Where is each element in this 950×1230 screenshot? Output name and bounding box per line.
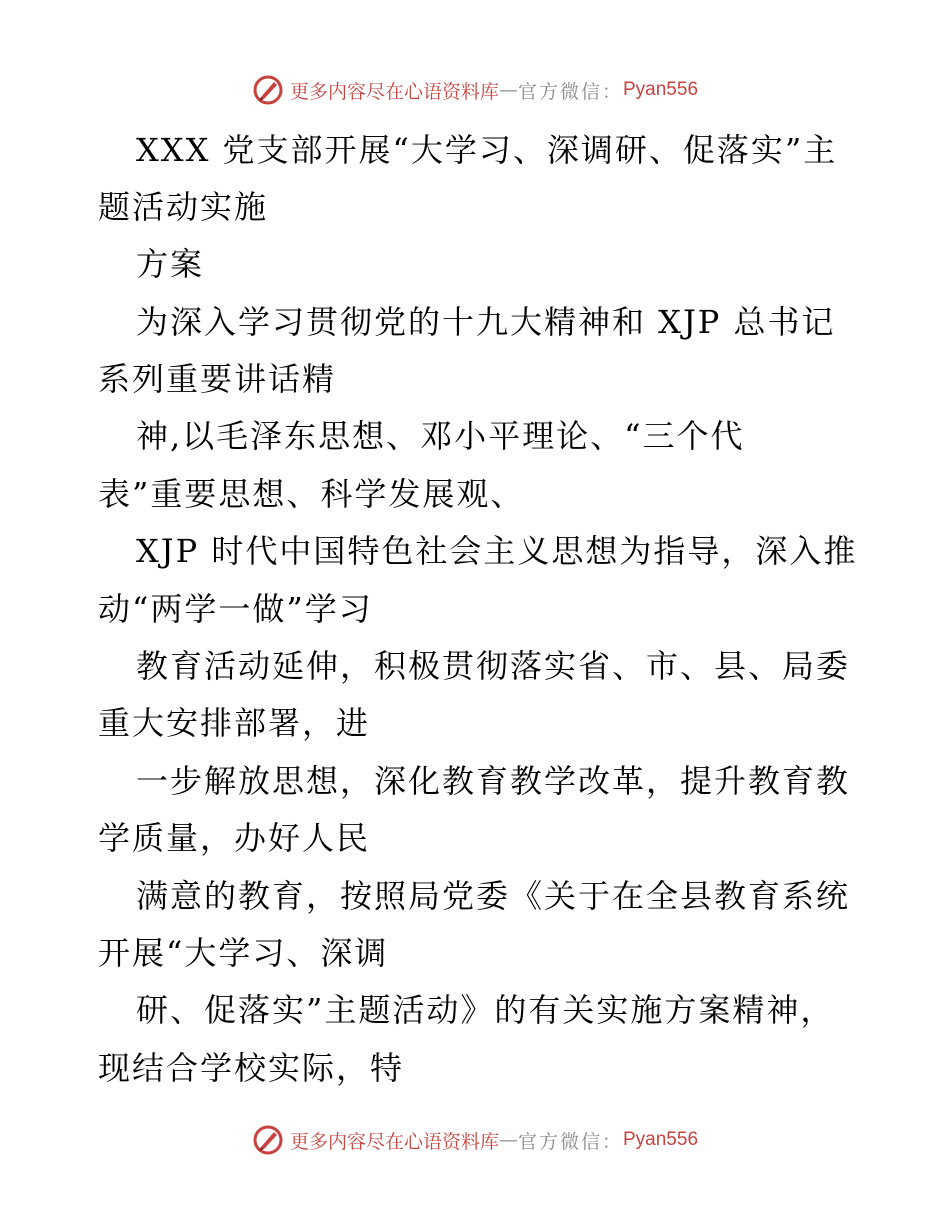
paragraph-line: 为深入学习贯彻党的十九大精神和 XJP 总书记 (136, 303, 836, 341)
quill-pen-logo-icon (252, 74, 284, 106)
banner-separator: — (498, 1129, 518, 1151)
banner-wechat-id: Pyan556 (623, 1129, 699, 1150)
paragraph-line: 一步解放思想，深化教育教学改革，提升教育教 (136, 762, 851, 800)
banner-wechat-id: Pyan556 (623, 79, 699, 100)
footer-watermark-banner (0, 1122, 950, 1158)
paragraph-line: 动“两学一做”学习 (98, 590, 373, 628)
quill-pen-logo-icon (252, 1124, 284, 1156)
paragraph-line: XJP 时代中国特色社会主义思想为指导，深入推 (136, 532, 858, 570)
banner-site-text: 更多内容尽在心语资料库 (289, 80, 499, 103)
paragraph-line: 表”重要思想、科学发展观、 (98, 475, 525, 513)
paragraph-line: 开展“大学习、深调 (98, 934, 389, 972)
paragraph-line: 现结合学校实际，特 (98, 1049, 405, 1087)
banner-wechat-label: 官方微信： (517, 1130, 623, 1153)
paragraph-line: 学质量，办好人民 (98, 819, 371, 857)
banner-separator: — (498, 79, 518, 101)
banner-wechat-label: 官方微信： (517, 80, 623, 103)
paragraph-line: 研、促落实”主题活动》的有关实施方案精神， (136, 991, 835, 1029)
document-title-line-2: 题活动实施 (98, 188, 269, 226)
banner-site-text: 更多内容尽在心语资料库 (289, 1130, 499, 1153)
document-title-line-3: 方案 (136, 245, 205, 283)
paragraph-line: 教育活动延伸，积极贯彻落实省、市、县、局委 (136, 647, 851, 685)
paragraph-line: 神,以毛泽东思想、邓小平理论、“三个代 (136, 417, 745, 455)
paragraph-line: 重大安排部署，进 (98, 704, 371, 742)
paragraph-line: 系列重要讲话精 (98, 360, 337, 398)
header-watermark-banner (0, 72, 950, 108)
document-title-line-1: XXX 党支部开展“大学习、深调研、促落实”主 (136, 131, 838, 169)
paragraph-line: 满意的教育，按照局党委《关于在全县教育系统 (136, 877, 851, 915)
